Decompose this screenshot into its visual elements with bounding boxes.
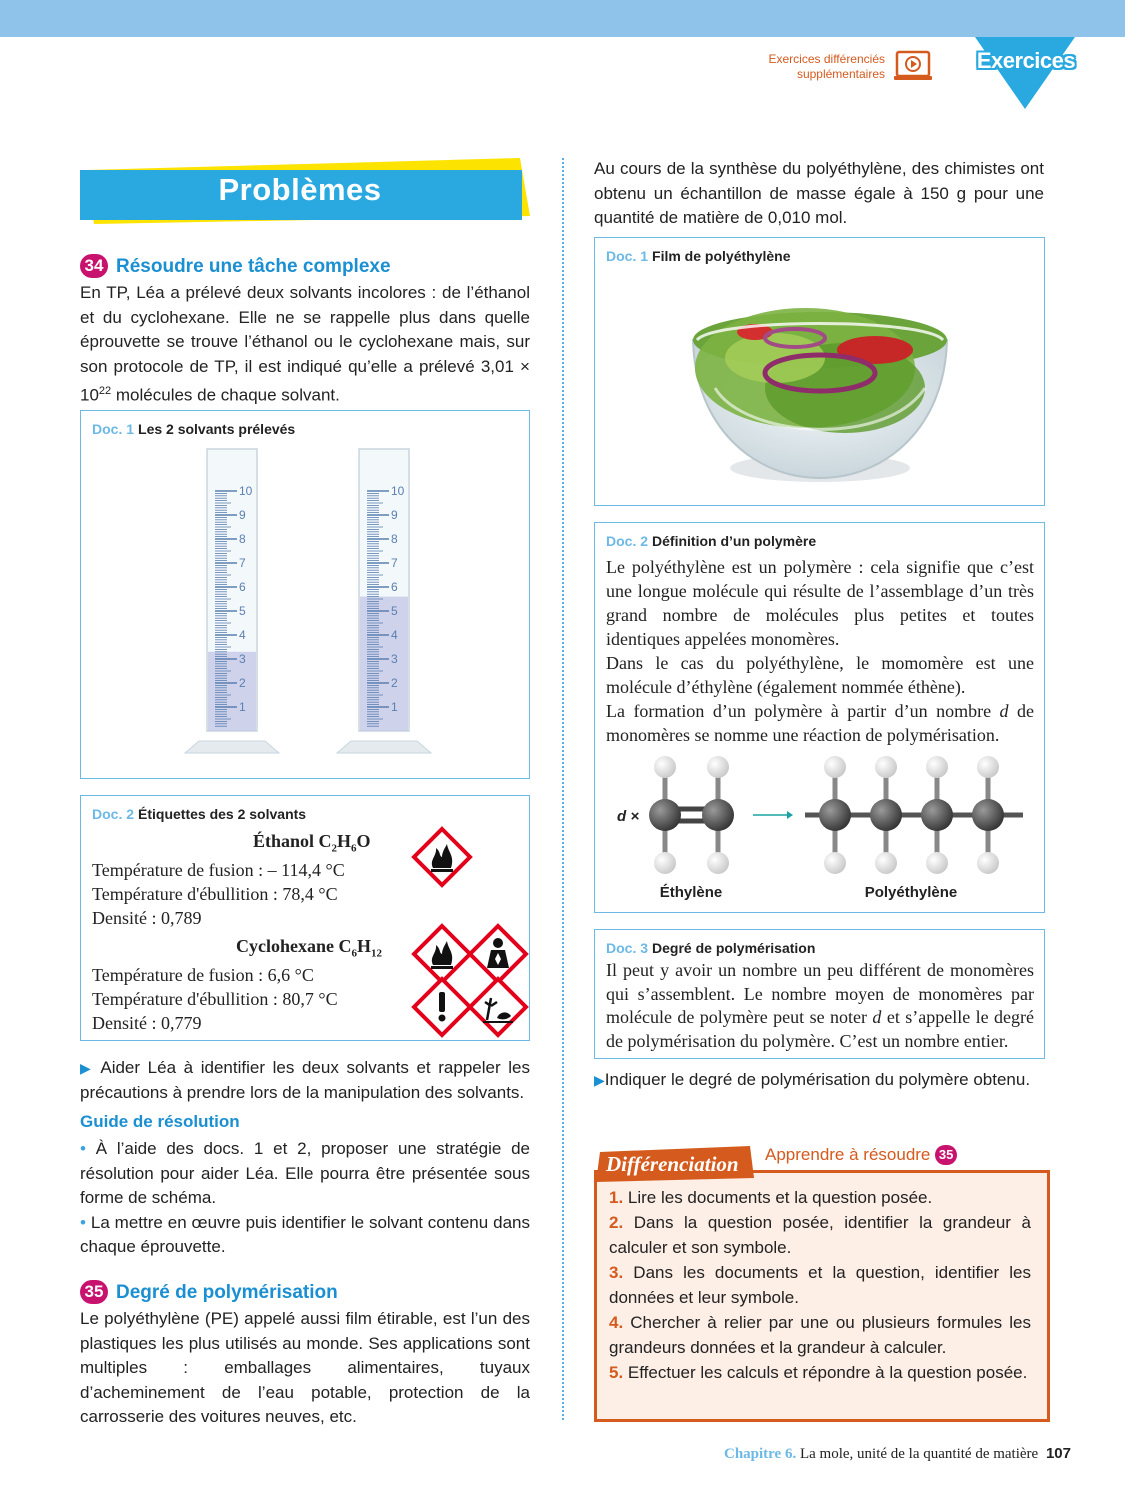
- step-number: 4.: [609, 1313, 624, 1332]
- ex34-doc1-box: [80, 410, 530, 779]
- cylinder-tick-label: 2: [391, 676, 398, 690]
- step-text: Dans la question posée, identifier la grandeur à calculer et son symbole.: [609, 1213, 1031, 1257]
- cylinder-tick-label: 5: [239, 604, 246, 618]
- cylinder-tick-label: 9: [239, 508, 246, 522]
- ex35-doc3-label: [606, 940, 815, 956]
- cylinder-tick-label: 10: [239, 484, 253, 498]
- problems-title: Problèmes: [218, 172, 382, 207]
- exercise-35-right-intro: Au cours de la synthèse du polyéthylène, des chimistes ont obtenu un échantillon de masse égale à 150 g pour une quantité de matière de 0,010 mol.: [594, 159, 1044, 227]
- bullet-icon: •: [80, 1139, 86, 1158]
- learn-to-solve-text: Apprendre à résoudre: [765, 1145, 931, 1164]
- cylinder-tick-label: 7: [391, 556, 398, 570]
- differenciation-step-3: [609, 1260, 1031, 1310]
- ethanol-ebullition: Température d'ébullition : 78,4 °C: [92, 884, 338, 904]
- ex35-doc1-label: [606, 248, 791, 264]
- ex35-doc3-num: Doc. 3: [606, 940, 649, 956]
- ethylene-molecule: [649, 756, 734, 874]
- exercise-35-question: [594, 1068, 1044, 1093]
- cylinder-tick-label: 4: [391, 628, 398, 642]
- ex34-doc2-title: Étiquettes des 2 solvants: [138, 806, 307, 822]
- step-number: 5.: [609, 1363, 624, 1382]
- ex34-doc2-label: [92, 806, 306, 822]
- cylinder-tick-label: 6: [239, 580, 246, 594]
- ex34-doc2-box: [80, 795, 530, 1041]
- polymer-definition-text: [606, 555, 1034, 747]
- ex35-doc3-box: [594, 929, 1045, 1059]
- quantity-exponent: 22: [98, 385, 112, 397]
- cyclohexane-fusion: Température de fusion : 6,6 °C: [92, 965, 314, 985]
- exercise-35-intro: Le polyéthylène (PE) appelé aussi film étirable, est l’un des plastiques les plus utilisés au monde. Ses applications sont multiples : emballages alimentaires, tuyaux d’acheminement de l’eau potable, protection de la carrosserie des voitures neuves, etc.: [80, 1309, 530, 1426]
- step-text: Effectuer les calculs et répondre à la question posée.: [623, 1363, 1028, 1382]
- cylinder-tick-label: 8: [391, 532, 398, 546]
- exercise-34-title: Résoudre une tâche complexe: [116, 256, 391, 277]
- d-times-label: d ×: [617, 808, 640, 825]
- graduated-cylinders: [81, 411, 529, 778]
- page-number: 107: [1045, 1445, 1071, 1462]
- exercise-34-question-text: Aider Léa à identifier les deux solvants et rappeler les précautions à prendre lors de la manipulation des solvants.: [80, 1058, 530, 1102]
- differenciation-step-4: [609, 1310, 1031, 1360]
- polyethylene-label: Polyéthylène: [864, 884, 958, 901]
- ex34-doc1-num: Doc. 1: [92, 421, 135, 437]
- flammable-hazard-icon: [411, 826, 473, 888]
- ex34-doc2-num: Doc. 2: [92, 806, 135, 822]
- footer-title: La mole, unité de la quantité de matière: [799, 1446, 1039, 1462]
- extra-exercises-line1: Exercices différenciés: [768, 52, 885, 66]
- extra-exercises-link[interactable]: [769, 52, 886, 82]
- ex35-doc2-label: [606, 533, 816, 549]
- cylinder-tick-label: 4: [239, 628, 246, 642]
- ex35-doc1-num: Doc. 1: [606, 248, 649, 264]
- cylinder-tick-label: 3: [391, 652, 398, 666]
- cylinder-tick-label: 10: [391, 484, 405, 498]
- guide-item-2: La mettre en œuvre puis identifier le solvant contenu dans chaque éprouvette.: [80, 1212, 530, 1256]
- section-label: Exercices: [976, 48, 1076, 73]
- differenciation-title: Différenciation: [606, 1152, 739, 1176]
- footer-chapter: Chapitre 6.: [723, 1446, 797, 1462]
- differenciation-steps: [609, 1185, 1031, 1385]
- degree-text: Il peut y avoir un nombre un peu différent de monomères qui s’assemblent. Le nombre moyen de monomères par molécule de polymère peut se noter d et s’appelle le degré de polymérisation du polymère. C’est un nombre entier.: [606, 960, 1035, 1051]
- cyclohexane-densite: Densité : 0,779: [92, 1013, 202, 1033]
- video-laptop-icon[interactable]: [894, 50, 934, 82]
- ethanol-name: Éthanol $C_2H_6O$: [253, 831, 371, 855]
- differenciation-step-2: [609, 1210, 1031, 1260]
- exercise-34-intro-text: En TP, Léa a prélevé deux solvants incolores : de l’éthanol et du cyclohexane. Elle ne se rappelle plus dans quelle éprouvette se trouve l’éthanol ou le cyclohexane mais, sur son protocole de TP, il est indiqué qu’elle a prélevé: [80, 283, 530, 376]
- exercise-35-number: 35: [80, 1280, 108, 1304]
- cylinder-tick-label: 7: [239, 556, 246, 570]
- polymer-definition-p3: La formation d’un polymère à partir d’un nombre d de monomères se nomme une réaction de polymérisation.: [606, 701, 1034, 745]
- exercise-34-number: 34: [80, 254, 108, 278]
- quantity-suffix: molécules de chaque solvant.: [111, 385, 340, 405]
- learn-to-solve-number: 35: [935, 1145, 957, 1165]
- ex34-doc1-title: Les 2 solvants prélevés: [138, 421, 296, 437]
- column-divider: [562, 158, 564, 1420]
- step-number: 1.: [609, 1188, 624, 1207]
- cylinder-tick-label: 1: [239, 700, 246, 714]
- exercise-34-question: [80, 1056, 530, 1105]
- step-number: 2.: [609, 1213, 624, 1232]
- polymer-definition-p2: Dans le cas du polyéthylène, le momomère est une molécule d’éthylène (également nommée éthène).: [606, 653, 1034, 697]
- exercise-35-heading: [80, 1280, 338, 1304]
- step-text: Chercher à relier par une ou plusieurs formules les grandeurs données et la grandeur à calculer.: [609, 1313, 1031, 1357]
- cylinder-base: [185, 741, 279, 753]
- extra-exercises-line2: supplémentaires: [796, 67, 885, 81]
- exercise-34-heading: [80, 254, 391, 278]
- ethanol-properties: [92, 858, 345, 930]
- ex35-doc1-box: [594, 237, 1045, 506]
- step-text: Dans les documents et la question, identifier les données et leur symbole.: [609, 1263, 1031, 1307]
- ex35-doc2-num: Doc. 2: [606, 533, 649, 549]
- step-text: Lire les documents et la question posée.: [623, 1188, 933, 1207]
- polymer-definition-p1: Le polyéthylène est un polymère : cela signifie que c’est une longue molécule qui résulte de l’assemblage d’un très grand nombre de molécules plus petites et toutes identiques appelées monomères.: [606, 557, 1034, 649]
- cyclohexane-properties: [92, 963, 338, 1035]
- cylinder-tick-label: 2: [239, 676, 246, 690]
- ex35-doc2-title: Définition d’un polymère: [652, 533, 817, 549]
- cylinder-tick-label: 5: [391, 604, 398, 618]
- differenciation-box: [594, 1170, 1050, 1422]
- differenciation-step-5: [609, 1360, 1031, 1385]
- polyethylene-molecule: [805, 756, 1023, 874]
- cylinder-tick-label: 9: [391, 508, 398, 522]
- page-footer: [724, 1445, 1071, 1463]
- exercise-34-intro: [80, 281, 530, 408]
- salad-bowl-photo: [685, 278, 955, 493]
- cyclohexane-ebullition: Température d'ébullition : 80,7 °C: [92, 989, 338, 1009]
- cylinder-tick-label: 6: [391, 580, 398, 594]
- exercise-35-question-text: Indiquer le degré de polymérisation du polymère obtenu.: [604, 1070, 1031, 1089]
- cylinder-tick-label: 8: [239, 532, 246, 546]
- learn-to-solve-link[interactable]: [765, 1145, 957, 1165]
- guide-title: Guide de résolution: [80, 1112, 240, 1131]
- play-arrow-icon: ▶: [594, 1072, 605, 1088]
- bullet-icon: •: [80, 1212, 86, 1232]
- ethanol-densite: Densité : 0,789: [92, 908, 202, 928]
- differenciation-step-1: [609, 1185, 1031, 1210]
- exclamation-hazard-icon: [411, 976, 473, 1038]
- cylinder-base: [337, 741, 431, 753]
- guide-item-1: À l’aide des docs. 1 et 2, proposer une stratégie de résolution pour aider Léa. Elle pourra être présentée sous forme de schéma.: [80, 1139, 530, 1207]
- ethanol-fusion: Température de fusion : – 114,4 °C: [92, 860, 345, 880]
- step-number: 3.: [609, 1263, 624, 1282]
- quantity-mantissa: 3,01 × 10: [80, 356, 530, 405]
- top-bar: [0, 0, 1125, 37]
- polymerization-diagram: [595, 745, 1044, 910]
- ex35-doc2-box: [594, 522, 1045, 913]
- environment-hazard-icon: [467, 976, 529, 1038]
- ethylene-label: Éthylène: [659, 884, 723, 901]
- cylinder-tick-label: 3: [239, 652, 246, 666]
- cyclohexane-name: Cyclohexane $C_6H_{12}$: [236, 936, 383, 960]
- ex35-doc3-title: Degré de polymérisation: [652, 940, 816, 956]
- ex35-doc1-title: Film de polyéthylène: [652, 248, 791, 264]
- play-arrow-icon: ▶: [80, 1060, 94, 1076]
- graduated-cylinder-2: [337, 449, 431, 753]
- guide-list: [80, 1137, 530, 1260]
- cylinder-tick-label: 1: [391, 700, 398, 714]
- exercise-35-title: Degré de polymérisation: [116, 1282, 338, 1303]
- graduated-cylinder-1: [185, 449, 279, 753]
